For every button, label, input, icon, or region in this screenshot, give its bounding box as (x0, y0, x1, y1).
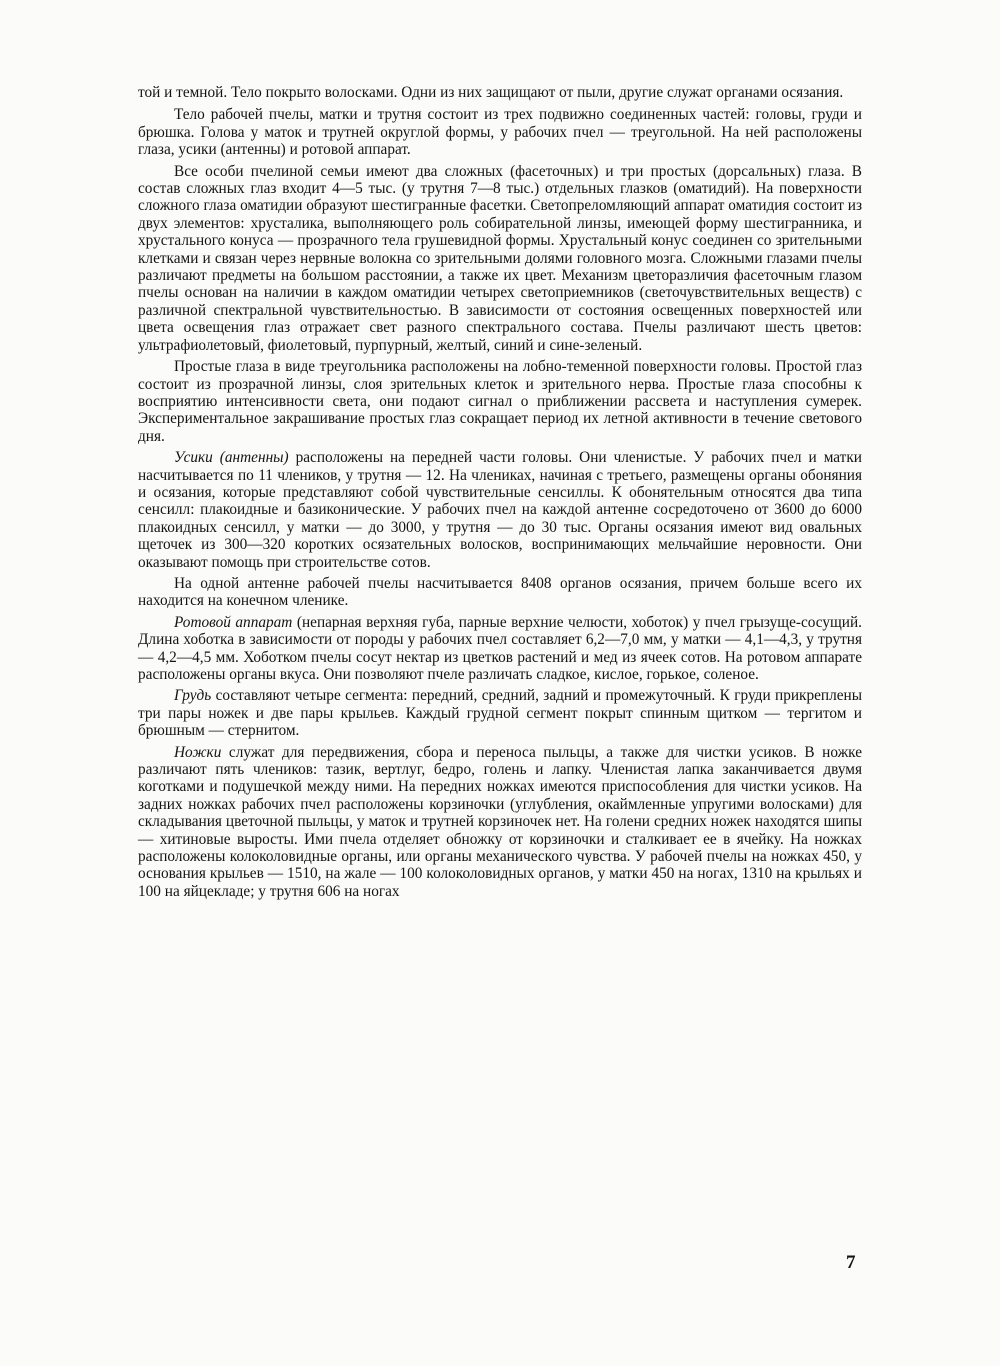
paragraph (138, 449, 862, 571)
paragraph (138, 84, 862, 101)
paragraph (138, 106, 862, 158)
body-text (138, 84, 862, 904)
section-term: Усики (антенны) (174, 449, 289, 467)
paragraph-text: служат для передвижения, сбора и переноса пыльцы, а также для чистки усиков. В ножке различают пять члеников: тазик, вертлуг, бедро, голень и лапку. Членистая лапка заканчивается двумя коготками и подушечкой между ними. На передних ножках имеются приспособления для чистки усиков. На задних ножках рабочих пчел расположены корзиночки (углубления, окаймленные упругими волосками) для складывания цветочной пыльцы, у маток и трутней корзиночек нет. На голени средних ножек находятся шипы — хитиновые выросты. Ими пчела отделяет обножку от корзиночки и сталкивает ее в ячейку. На ножках расположены колоколовидные органы, или органы механического чувства. У рабочей пчелы на ножках 450, у основания крыльев — 1510, на жале — 100 колоколовидных органов, у матки 450 на ногах, 1310 на крыльях и 100 на яйцекладе; у трутня 606 на ногах (138, 743, 862, 900)
paragraph-text: составляют четыре сегмента: передний, средний, задний и промежуточный. К груди прикреплены три пары ножек и две пары крыльев. Каждый грудной сегмент покрыт спинным щитком — тергитом и брюшным — стернитом. (138, 687, 862, 740)
paragraph-text: (непарная верхняя губа, парные верхние челюсти, хоботок) у пчел грызуще-сосущий. Длина хоботка в зависимости от породы у рабочих пчел составляет 6,2—7,0 мм, у матки — 4,1—4,3, у трутня — 4,2—4,5 мм. Хоботком пчелы сосут нектар из цветков растений и мед из ячеек сотов. На ротовом аппарате расположены органы вкуса. Они позволяют пчеле различать сладкое, кислое, горькое, соленое. (138, 613, 862, 683)
paragraph-text: той и темной. Тело покрыто волосками. Одни из них защищают от пыли, другие служат органами осязания. (138, 84, 844, 101)
section-term: Грудь (174, 687, 212, 705)
paragraph (138, 163, 862, 354)
paragraph-text: Все особи пчелиной семьи имеют два сложных (фасеточных) и три простых (дорсальных) глаза. В состав сложных глаз входит 4—5 тыс. (у трутня 7—8 тыс.) отдельных глазков (оматидий). На поверхности сложного глаза оматидии образуют шестигранные фасетки. Светопреломляющий аппарат оматидия состоит из двух элементов: хрусталика, выполняющего роль собирательной линзы, имеющей форму шестигранника, и хрустального конуса — прозрачного тела грушевидной формы. Хрустальный конус соединен со зрительными клетками и связан через нервные волокна со зрительными долями головного мозга. Сложными глазами пчелы различают предметы на большом расстоянии, а также их цвет. Механизм цветоразличия фасеточным глазом пчелы основан на наличии в каждом оматидии четырех светоприемников (светочувствительных веществ) с различной спектральной чувствительностью. В зависимости от состояния освещенных поверхностей или цвета освещения глаз отражает свет разного спектрального состава. Пчелы различают шесть цветов: ультрафиолетовый, фиолетовый, пурпурный, желтый, синий и сине-зеленый. (138, 162, 862, 354)
page-number: 7 (846, 1252, 856, 1273)
paragraph-text: Простые глаза в виде треугольника расположены на лобно-теменной поверхности головы. Простой глаз состоит из прозрачной линзы, слоя зрительных клеток и зрительного нерва. Простые глаза способны к восприятию интенсивности света, они подают сигнал о приближении рассвета и наступления сумерек. Экспериментальное закрашивание простых глаз сокращает период их летной активности в течение светового дня. (138, 358, 862, 445)
paragraph-text: Тело рабочей пчелы, матки и трутня состоит из трех подвижно соединенных частей: головы, груди и брюшка. Голова у маток и трутней округлой формы, у рабочих пчел — треугольной. На ней расположены глаза, усики (антенны) и ротовой аппарат. (138, 106, 862, 159)
section-term: Ротовой аппарат (174, 613, 293, 631)
section-term: Ножки (174, 743, 222, 761)
paragraph-text: На одной антенне рабочей пчелы насчитывается 8408 органов осязания, причем больше всего их находится на конечном членике. (138, 574, 862, 610)
paragraph (138, 575, 862, 610)
paragraph-text: расположены на передней части головы. Они членистые. У рабочих пчел и матки насчитывается по 11 члеников, у трутня — 12. На члениках, начиная с третьего, размещены органы обоняния и осязания, которые представляют собой чувствительные сенсиллы. К обонятельным относятся два типа сенсилл: плакоидные и базиконические. У рабочих пчел на каждой антенне сосредоточено от 3600 до 6000 плакоидных сенсилл, у матки — до 3000, у трутня — до 30 тыс. Органы осязания имеют вид овальных щеточек из 300—320 коротких осязательных волосков, воспринимающих мельчайшие неровности. Они оказывают помощь при строительстве сотов. (138, 449, 862, 571)
paragraph (138, 744, 862, 901)
paragraph (138, 614, 862, 684)
paragraph (138, 358, 862, 445)
paragraph (138, 687, 862, 739)
